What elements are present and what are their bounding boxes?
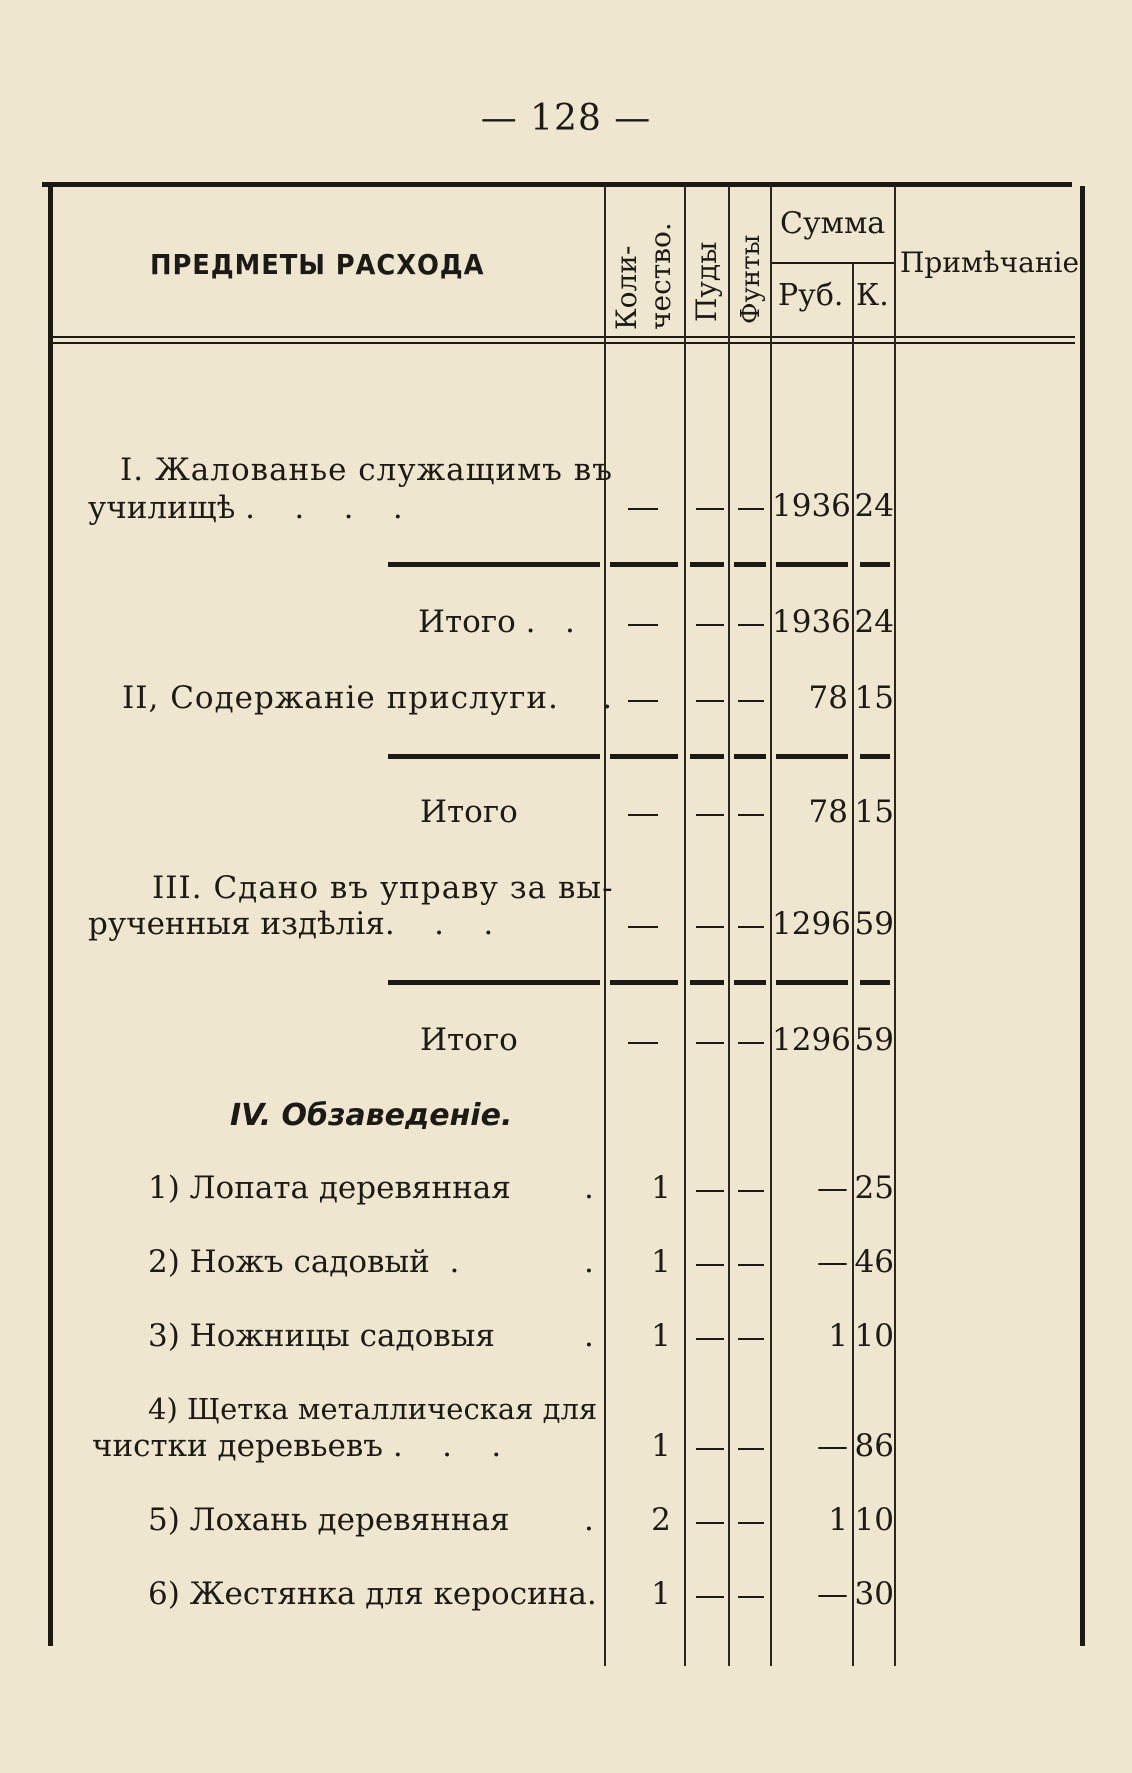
row-2-line-1: II, Содержаніе прислуги. . — [122, 680, 614, 716]
separator — [610, 562, 678, 567]
dash — [696, 1264, 724, 1266]
dash — [738, 1338, 764, 1340]
dash — [628, 508, 658, 510]
separator — [610, 980, 678, 985]
row-3-total-kop: 59 — [854, 1022, 894, 1058]
dash — [738, 624, 764, 626]
dash — [738, 1596, 764, 1598]
dash — [628, 624, 658, 626]
row-2-kop: 15 — [854, 680, 894, 716]
row-1-total-label: Итого . . — [418, 604, 575, 640]
dash — [738, 1264, 764, 1266]
row-1-kop: 24 — [854, 488, 894, 524]
separator — [860, 980, 890, 985]
separator — [734, 562, 766, 567]
item-6-qty: 1 — [651, 1576, 671, 1612]
separator — [610, 754, 678, 759]
row-1-total-rub: 1936 — [772, 604, 851, 640]
sum-header: Сумма — [780, 206, 886, 241]
item-4-kop: 86 — [854, 1428, 894, 1464]
item-1-rub: — — [817, 1170, 848, 1206]
item-1-kop: 25 — [854, 1170, 894, 1206]
item-2-dots: . — [584, 1244, 594, 1280]
dash — [696, 1190, 724, 1192]
item-4-label: 4) Щетка металлическая для — [148, 1392, 598, 1426]
poods-header: Пуды — [690, 241, 723, 322]
dash — [696, 1522, 724, 1524]
item-6-label: 6) Жестянка для керосина. — [148, 1576, 597, 1612]
item-2-rub: — — [817, 1244, 848, 1280]
item-2-kop: 46 — [854, 1244, 894, 1280]
right-border — [1080, 186, 1085, 1646]
item-4-qty: 1 — [651, 1428, 671, 1464]
sum-underline — [772, 262, 894, 264]
row-3-total-label: Итого — [420, 1022, 518, 1058]
dash — [738, 508, 764, 510]
item-3-rub: 1 — [828, 1318, 848, 1354]
dash — [696, 1596, 724, 1598]
dash — [696, 624, 724, 626]
quantity-header-text: Коли- чество. — [610, 222, 677, 330]
separator — [388, 562, 600, 567]
item-4-label-2: чистки деревьевъ . . . — [92, 1428, 502, 1464]
item-1-label: 1) Лопата деревянная — [148, 1170, 511, 1206]
dash — [738, 926, 764, 928]
dash — [738, 1522, 764, 1524]
row-2-total-rub: 78 — [808, 794, 848, 830]
separator — [690, 562, 724, 567]
item-5-kop: 10 — [854, 1502, 894, 1538]
row-2-total-kop: 15 — [854, 794, 894, 830]
dash — [738, 1190, 764, 1192]
separator — [860, 562, 890, 567]
item-6-rub: — — [817, 1576, 848, 1612]
dash — [696, 926, 724, 928]
dash — [696, 1338, 724, 1340]
item-3-label: 3) Ножницы садовыя — [148, 1318, 495, 1354]
separator — [388, 980, 600, 985]
separator — [734, 980, 766, 985]
top-rule — [42, 182, 1072, 187]
dash — [628, 814, 658, 816]
dash — [628, 1042, 658, 1044]
header-rule-1 — [50, 336, 1075, 338]
item-5-qty: 2 — [651, 1502, 671, 1538]
row-1-line-2: училищѣ . . . . — [88, 490, 403, 526]
separator — [776, 980, 848, 985]
dash — [696, 700, 724, 702]
row-3-kop: 59 — [854, 906, 894, 942]
item-6-kop: 30 — [854, 1576, 894, 1612]
dash — [628, 700, 658, 702]
separator — [776, 754, 848, 759]
row-3-total-rub: 1296 — [772, 1022, 851, 1058]
col-line-qty — [604, 186, 606, 1666]
left-border — [48, 186, 53, 1646]
row-3-line-1: III. Сдано въ управу за вы- — [152, 870, 614, 906]
col-line-pounds — [728, 186, 730, 1666]
row-2-total-label: Итого — [420, 794, 518, 830]
separator — [690, 980, 724, 985]
kop-header: К. — [856, 278, 889, 313]
item-1-qty: 1 — [651, 1170, 671, 1206]
dash — [696, 814, 724, 816]
separator — [776, 562, 848, 567]
item-3-dots: . — [584, 1318, 594, 1354]
row-3-line-2: рученныя издѣлія. . . — [88, 906, 494, 942]
note-header: Примѣчаніе — [900, 246, 1080, 279]
item-5-rub: 1 — [828, 1502, 848, 1538]
quantity-header — [610, 200, 678, 330]
separator — [388, 754, 600, 759]
item-2-label: 2) Ножъ садовый . — [148, 1244, 460, 1280]
item-2-qty: 1 — [651, 1244, 671, 1280]
dash — [696, 1448, 724, 1450]
row-2-rub: 78 — [808, 680, 848, 716]
separator — [690, 754, 724, 759]
item-3-qty: 1 — [651, 1318, 671, 1354]
col-line-poods — [684, 186, 686, 1666]
row-3-rub: 1296 — [772, 906, 851, 942]
pounds-header: Фунты — [736, 234, 766, 324]
item-4-rub: — — [817, 1428, 848, 1464]
dash — [738, 1042, 764, 1044]
dash — [696, 1042, 724, 1044]
col-line-note — [894, 186, 896, 1666]
dash — [738, 700, 764, 702]
row-1-rub: 1936 — [772, 488, 851, 524]
page-number: — 128 — — [480, 98, 652, 139]
item-3-kop: 10 — [854, 1318, 894, 1354]
item-5-dots: . — [584, 1502, 594, 1538]
dash — [628, 926, 658, 928]
separator — [734, 754, 766, 759]
separator — [860, 754, 890, 759]
item-5-label: 5) Лохань деревянная — [148, 1502, 510, 1538]
dash — [696, 508, 724, 510]
dash — [738, 1448, 764, 1450]
section-4-title: IV. Обзаведеніе. — [230, 1098, 513, 1133]
dash — [738, 814, 764, 816]
items-header: ПРЕДМЕТЫ РАСХОДА — [150, 248, 485, 281]
row-1-line-1: I. Жалованье служащимъ въ — [120, 452, 613, 488]
item-1-dots: . — [584, 1170, 594, 1206]
rub-header: Руб. — [778, 278, 844, 313]
header-rule-2 — [50, 342, 1075, 344]
row-1-total-kop: 24 — [854, 604, 894, 640]
